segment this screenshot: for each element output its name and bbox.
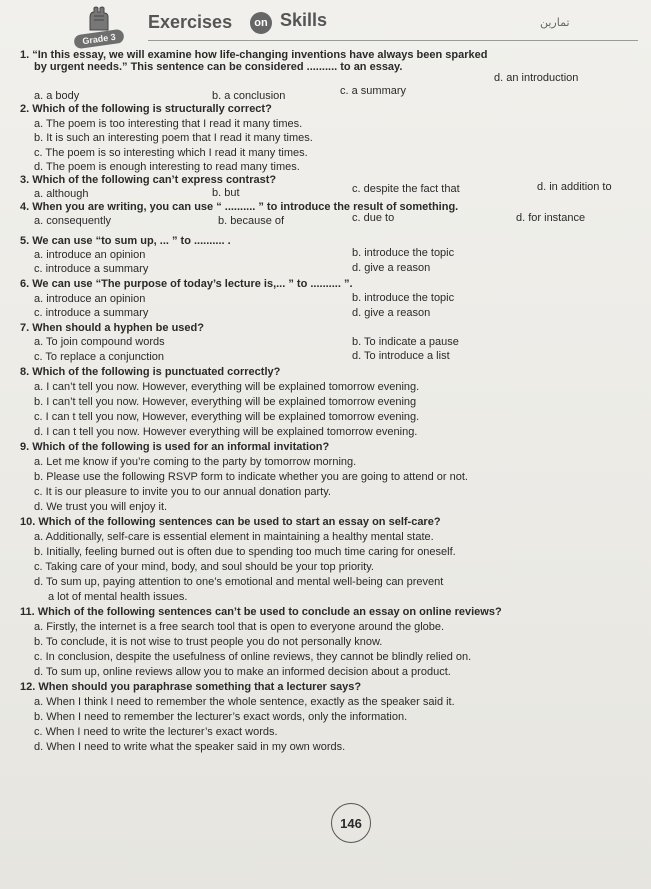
question-2-option-b[interactable]: b. It is such an interesting poem that I read it many times.: [34, 132, 313, 144]
question-10-prompt: 10. Which of the following sentences can be used to start an essay on self-care?: [20, 516, 441, 528]
question-6-option-a[interactable]: a. introduce an opinion: [34, 293, 146, 305]
question-12-option-c[interactable]: c. When I need to write the lecturer’s exact words.: [34, 726, 278, 738]
question-11-prompt: 11. Which of the following sentences can’t be used to conclude an essay on online reviews?: [20, 606, 502, 618]
question-3-option-b[interactable]: b. but: [212, 187, 240, 199]
question-12-option-b[interactable]: b. When I need to remember the lecturer’s exact words, only the information.: [34, 711, 408, 723]
question-11-option-b[interactable]: b. To conclude, it is not wise to trust people you do not personally know.: [34, 636, 383, 648]
page-number: 146: [340, 815, 362, 831]
grade-label: Grade 3: [73, 29, 124, 50]
question-3-option-c[interactable]: c. despite the fact that: [352, 183, 460, 195]
page-header: [70, 4, 645, 46]
header-title-on: on: [250, 12, 272, 34]
page-number-circle: [331, 803, 371, 843]
question-7-option-a[interactable]: a. To join compound words: [34, 336, 165, 348]
question-7-option-b[interactable]: b. To indicate a pause: [352, 336, 459, 348]
question-8-option-d[interactable]: d. I can t tell you now. However everything will be explained tomorrow evening.: [34, 426, 418, 438]
question-4-option-d[interactable]: d. for instance: [516, 212, 586, 224]
question-5-option-a[interactable]: a. introduce an opinion: [34, 249, 146, 261]
question-3-prompt: 3. Which of the following can’t express contrast?: [20, 174, 277, 186]
question-6-prompt: 6. We can use “The purpose of today’s lecture is,... ” to .......... ”.: [20, 278, 353, 290]
question-7-option-c[interactable]: c. To replace a conjunction: [34, 351, 165, 363]
question-4-option-c[interactable]: c. due to: [352, 212, 395, 224]
question-11-option-d[interactable]: d. To sum up, online reviews allow you to make an informed decision about a product.: [34, 666, 451, 678]
question-2-prompt: 2. Which of the following is structurally correct?: [20, 103, 272, 115]
question-1-option-b[interactable]: b. a conclusion: [212, 90, 286, 102]
question-3-option-d[interactable]: d. in addition to: [537, 181, 612, 193]
question-9-prompt: 9. Which of the following is used for an informal invitation?: [20, 441, 330, 453]
question-10-option-c[interactable]: c. Taking care of your mind, body, and soul should be your top priority.: [34, 561, 374, 573]
question-6-option-d[interactable]: d. give a reason: [352, 307, 431, 319]
question-8-option-c[interactable]: c. I can t tell you now, However, everything will be explained tomorrow evening.: [34, 411, 420, 423]
question-1-option-a[interactable]: a. a body: [34, 90, 80, 102]
question-6-option-b[interactable]: b. introduce the topic: [352, 292, 455, 304]
question-9-option-b[interactable]: b. Please use the following RSVP form to indicate whether you are going to attend or not.: [34, 471, 468, 483]
header-divider: [148, 40, 638, 41]
question-1-option-d[interactable]: d. an introduction: [494, 72, 579, 84]
question-10-option-b[interactable]: b. Initially, feeling burned out is often due to spending too much time caring for oneself.: [34, 546, 456, 558]
question-12-prompt: 12. When should you paraphrase something that a lecturer says?: [20, 681, 362, 693]
question-8-option-a[interactable]: a. I can’t tell you now. However, everything will be explained tomorrow evening.: [34, 381, 420, 393]
question-4-prompt: 4. When you are writing, you can use “ .......... ” to introduce the result of something.: [20, 201, 459, 213]
header-arabic-label: تمارين: [540, 16, 570, 29]
question-5-option-b[interactable]: b. introduce the topic: [352, 247, 455, 259]
question-1-prompt-cont: by urgent needs.” This sentence can be considered .......... to an essay.: [34, 61, 403, 73]
header-title-exercises: Exercises: [148, 12, 233, 32]
question-6-option-c[interactable]: c. introduce a summary: [34, 307, 149, 319]
question-4-option-a[interactable]: a. consequently: [34, 215, 112, 227]
question-2-option-a[interactable]: a. The poem is too interesting that I read it many times.: [34, 118, 303, 130]
question-11-option-c[interactable]: c. In conclusion, despite the usefulness of online reviews, they cannot be blindly relied on.: [34, 651, 472, 663]
question-12-option-a[interactable]: a. When I think I need to remember the whole sentence, exactly as the speaker said it.: [34, 696, 455, 708]
question-10-option-d[interactable]: d. To sum up, paying attention to one’s emotional and mental well-being can prevent: [34, 576, 444, 588]
question-2-option-c[interactable]: c. The poem is so interesting which I read it many times.: [34, 147, 308, 159]
question-7-option-d[interactable]: d. To introduce a list: [352, 350, 450, 362]
question-1-option-c[interactable]: c. a summary: [340, 85, 407, 97]
question-12-option-d[interactable]: d. When I need to write what the speaker said in my own words.: [34, 741, 346, 753]
question-9-option-c[interactable]: c. It is our pleasure to invite you to our annual donation party.: [34, 486, 331, 498]
question-5-option-d[interactable]: d. give a reason: [352, 262, 431, 274]
question-8-option-b[interactable]: b. I can’t tell you now. However, everything will be explained tomorrow evening: [34, 396, 417, 408]
fist-icon: [84, 6, 112, 32]
question-9-option-a[interactable]: a. Let me know if you’re coming to the party by tomorrow morning.: [34, 456, 357, 468]
question-2-option-d[interactable]: d. The poem is enough interesting to read many times.: [34, 161, 300, 173]
question-7-prompt: 7. When should a hyphen be used?: [20, 322, 204, 334]
question-10-option-d-cont: a lot of mental health issues.: [48, 591, 188, 603]
question-3-option-a[interactable]: a. although: [34, 188, 89, 200]
question-8-prompt: 8. Which of the following is punctuated correctly?: [20, 366, 281, 378]
question-1-prompt: 1. “In this essay, we will examine how life-changing inventions have always been sparked: [20, 49, 488, 61]
question-4-option-b[interactable]: b. because of: [218, 215, 285, 227]
question-9-option-d[interactable]: d. We trust you will enjoy it.: [34, 501, 168, 513]
question-10-option-a[interactable]: a. Additionally, self-care is essential element in maintaining a healthy mental state.: [34, 531, 434, 543]
question-5-prompt: 5. We can use “to sum up, ... ” to .......... .: [20, 235, 231, 247]
question-5-option-c[interactable]: c. introduce a summary: [34, 263, 149, 275]
question-11-option-a[interactable]: a. Firstly, the internet is a free search tool that is open to everyone around the globe.: [34, 621, 445, 633]
header-title-skills: Skills: [280, 10, 328, 30]
grade-badge: [70, 6, 132, 48]
